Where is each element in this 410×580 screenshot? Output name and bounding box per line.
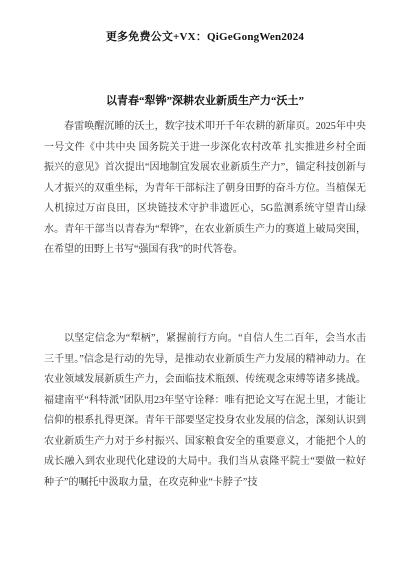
body-paragraph-1: 春雷唤醒沉睡的沃土，数字技术叩开千年农耕的新扉页。2025年中央一号文件《中共中央 国务院关于进一步深化农村改革 扎实推进乡村全面振兴的意见》首次提出“因地制宜发展农业新质生产力”，锚定科技创新与人才振兴的双重坐标，为青年干部标注了朝身田野的奋斗方位。当植保无人机掠过万亩良田，区块链技术守护非遗匠心，5G监测系统守望青山绿水。青年干部当以青春为“犁铧”，在农业新质生产力的赛道上破局突围，在希望的田野上书写“强国有我”的时代答卷。	[44, 121, 366, 255]
watermark-header: 更多免费公文+VX：QiGeGongWen2024	[105, 31, 305, 43]
body-paragraph-2: 以坚定信念为“犁柄”，紧握前行方向。“自信人生二百年，会当水击三千里。”信念是行动的先导，是推动农业新质生产力发展的精神动力。在农业领域发展新质生产力，会面临技术瓶颈、传统观念束缚等诸多挑战。福建南平“科特派”团队用23年坚守诠释：唯有把论文写在泥土里，才能让信仰的根系扎得更深。青年干部要坚定投身农业发展的信念，深刻认识到农业新质生产力对于乡村振兴、国家粮食安全的重要意义，才能把个人的成长融入到农业现代化建设的大局中。我们当从袁隆平院士“要做一粒好种子”的嘱托中汲取力量，在攻克种业“卡脖子”技	[44, 333, 366, 488]
document-title: 以青春“犁铧”深耕农业新质生产力“沃土”	[106, 95, 304, 107]
